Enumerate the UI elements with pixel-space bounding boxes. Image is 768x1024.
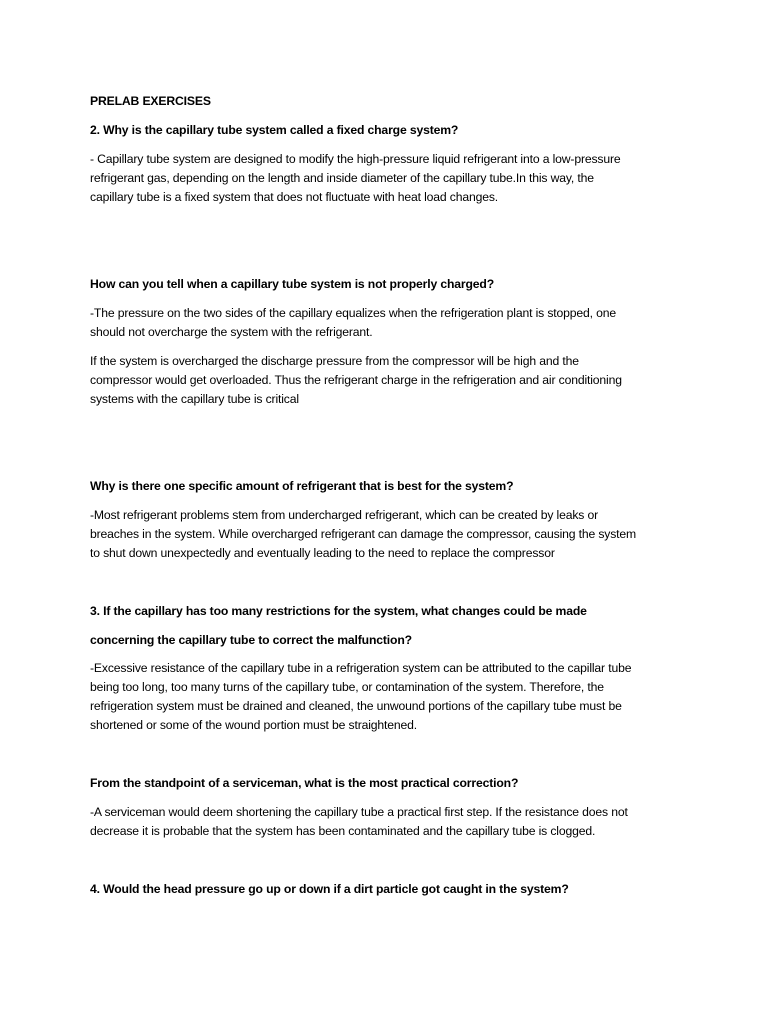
question-2b: How can you tell when a capillary tube system is not properly charged? <box>90 277 494 291</box>
question-3-line2: concerning the capillary tube to correct the malfunction? <box>90 633 412 647</box>
answer-line: -A serviceman would deem shortening the capillary tube a practical first step. If the resistance does not <box>90 805 628 819</box>
answer-line: should not overcharge the system with the refrigerant. <box>90 325 373 339</box>
question-3-line1: 3. If the capillary has too many restrictions for the system, what changes could be made <box>90 604 587 618</box>
answer-line: refrigeration system must be drained and cleaned, the unwound portions of the capillary tube must be <box>90 699 622 713</box>
question-3b: From the standpoint of a serviceman, what is the most practical correction? <box>90 776 519 790</box>
answer-line: -The pressure on the two sides of the capillary equalizes when the refrigeration plant is stopped, one <box>90 306 617 320</box>
answer-line: capillary tube is a fixed system that does not fluctuate with heat load changes. <box>90 190 499 204</box>
answer-line: refrigerant gas, depending on the length and inside diameter of the capillary tube.In this way, the <box>90 171 594 185</box>
answer-line: decrease it is probable that the system has been contaminated and the capillary tube is clogged. <box>90 824 596 838</box>
answer-line: breaches in the system. While overcharged refrigerant can damage the compressor, causing the system <box>90 527 637 541</box>
answer-line: compressor would get overloaded. Thus the refrigerant charge in the refrigeration and air conditioning <box>90 373 622 387</box>
answer-line: - Capillary tube system are designed to modify the high-pressure liquid refrigerant into a low-pressure <box>90 152 621 166</box>
answer-line: If the system is overcharged the discharge pressure from the compressor will be high and the <box>90 354 579 368</box>
question-2c: Why is there one specific amount of refrigerant that is best for the system? <box>90 479 514 493</box>
answer-line: -Most refrigerant problems stem from undercharged refrigerant, which can be created by leaks or <box>90 508 599 522</box>
answer-line: being too long, too many turns of the capillary tube, or contamination of the system. Therefore, the <box>90 680 604 694</box>
page-heading: PRELAB EXERCISES <box>90 94 211 108</box>
answer-line: to shut down unexpectedly and eventually leading to the need to replace the compressor <box>90 546 555 560</box>
question-4: 4. Would the head pressure go up or down if a dirt particle got caught in the system? <box>90 882 569 896</box>
answer-line: shortened or some of the wound portion must be straightened. <box>90 718 418 732</box>
answer-line: -Excessive resistance of the capillary tube in a refrigeration system can be attributed to the capillar tube <box>90 661 632 675</box>
answer-line: systems with the capillary tube is critical <box>90 392 299 406</box>
question-2: 2. Why is the capillary tube system called a fixed charge system? <box>90 123 459 137</box>
